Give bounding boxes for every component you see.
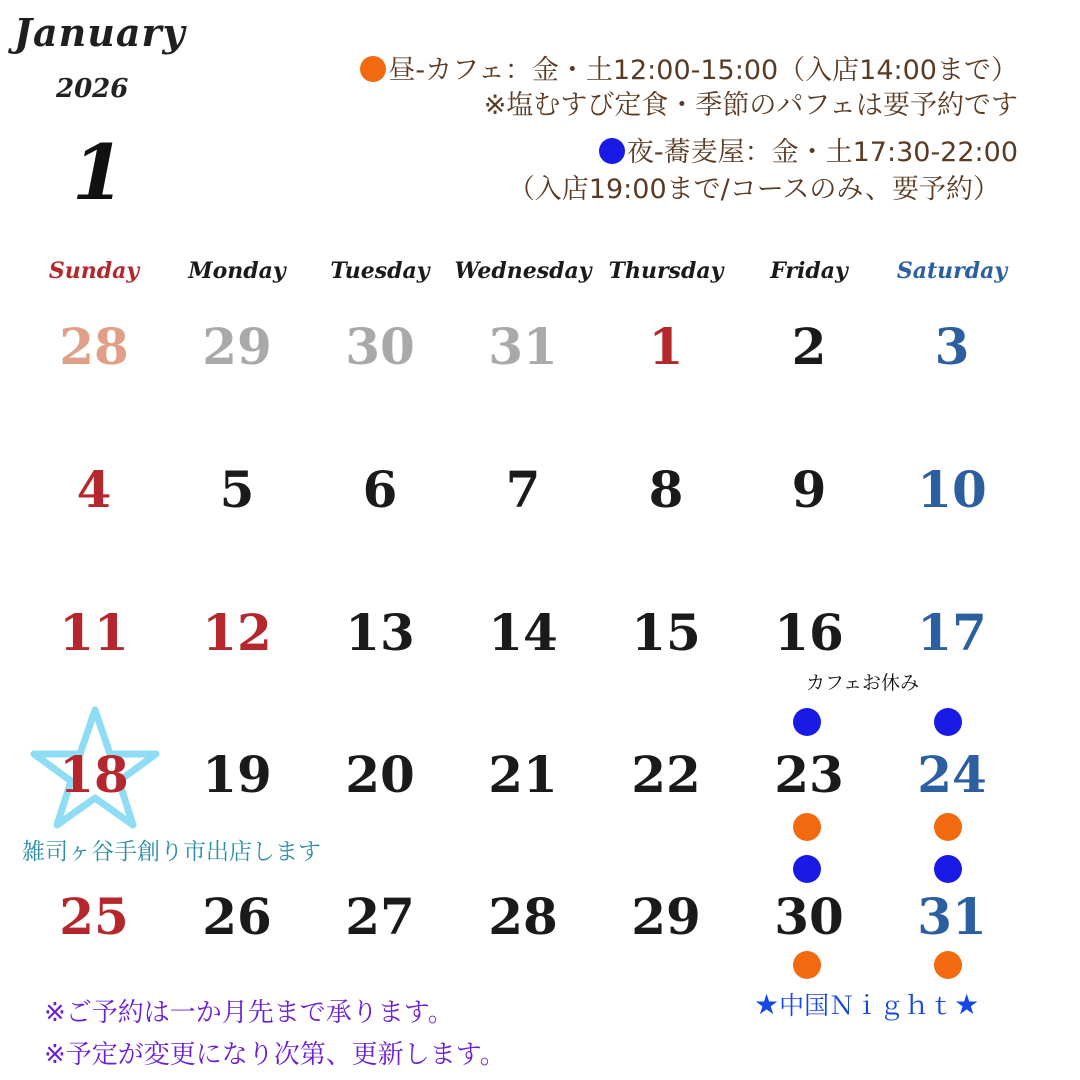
- day-dec-28: 28: [59, 317, 129, 376]
- lunch-marker-24: [934, 813, 962, 841]
- day-3: 3: [934, 317, 970, 376]
- day-21: 21: [488, 745, 558, 804]
- dinner-marker-30: [793, 855, 821, 883]
- day-11: 11: [59, 603, 129, 662]
- day-8: 8: [648, 460, 684, 519]
- day-29: 29: [631, 887, 701, 946]
- blue-dot-icon: [599, 138, 625, 164]
- month-name: January: [14, 10, 186, 55]
- weekday-friday: Friday: [770, 258, 848, 284]
- day-dec-29: 29: [202, 317, 272, 376]
- day-23: 23: [774, 745, 844, 804]
- day-31: 31: [917, 887, 987, 946]
- china-night-label: [754, 986, 979, 1022]
- year: 2026: [56, 74, 129, 104]
- day-9: 9: [791, 460, 827, 519]
- day-dec-31: 31: [488, 317, 558, 376]
- day-20: 20: [345, 745, 415, 804]
- day-10: 10: [917, 460, 987, 519]
- day-1: 1: [648, 317, 684, 376]
- weekday-monday: Monday: [188, 258, 286, 284]
- dinner-marker-31: [934, 855, 962, 883]
- day-19: 19: [202, 745, 272, 804]
- day-4: 4: [76, 460, 112, 519]
- day-17: 17: [917, 603, 987, 662]
- lunch-hours-text: 昼-カフェ：金・土12:00-15:00（入店14:00まで）: [388, 55, 1018, 86]
- weekday-thursday: Thursday: [608, 258, 724, 284]
- info-line-dinner: [599, 138, 1018, 166]
- footer-note-reservation: ※ご予約は一か月先まで承ります。: [44, 998, 454, 1028]
- day-dec-30: 30: [345, 317, 415, 376]
- day-15: 15: [631, 603, 701, 662]
- lunch-marker-31: [934, 951, 962, 979]
- day-27: 27: [345, 887, 415, 946]
- market-note: 雑司ヶ谷手創り市出店します: [22, 839, 321, 865]
- info-line-lunch-note: ※塩むすび定食・季節のパフェは要予約です: [483, 90, 1018, 121]
- lunch-marker-23: [793, 813, 821, 841]
- day-5: 5: [219, 460, 255, 519]
- orange-dot-icon: [360, 56, 386, 82]
- lunch-marker-30: [793, 951, 821, 979]
- day-18: 18: [59, 745, 129, 804]
- cafe-closed-note: カフェお休み: [806, 672, 920, 694]
- day-6: 6: [362, 460, 398, 519]
- day-13: 13: [345, 603, 415, 662]
- weekday-tuesday: Tuesday: [330, 258, 430, 284]
- weekday-sunday: Sunday: [48, 258, 140, 284]
- day-7: 7: [505, 460, 541, 519]
- day-26: 26: [202, 887, 272, 946]
- day-12: 12: [202, 603, 272, 662]
- day-2: 2: [791, 317, 827, 376]
- day-25: 25: [59, 887, 129, 946]
- info-line-dinner-note: （入店19:00まで/コースのみ、要予約）: [507, 174, 1000, 205]
- weekday-saturday: Saturday: [896, 258, 1008, 284]
- dinner-marker-24: [934, 708, 962, 736]
- dinner-hours-text: 夜-蕎麦屋：金・土17:30-22:00: [626, 137, 1018, 168]
- month-number: 1: [72, 128, 125, 217]
- dinner-marker-23: [793, 708, 821, 736]
- day-16: 16: [774, 603, 844, 662]
- weekday-wednesday: Wednesday: [454, 258, 592, 284]
- day-24: 24: [917, 745, 987, 804]
- info-line-lunch: [360, 56, 1018, 84]
- star-icon: ★: [954, 988, 980, 1021]
- china-night-text: 中国Ｎｉｇｈｔ: [779, 991, 955, 1020]
- day-14: 14: [488, 603, 558, 662]
- footer-note-update: ※予定が変更になり次第、更新します。: [44, 1040, 506, 1070]
- day-22: 22: [631, 745, 701, 804]
- day-30: 30: [774, 887, 844, 946]
- star-icon: ★: [754, 988, 780, 1021]
- day-28: 28: [488, 887, 558, 946]
